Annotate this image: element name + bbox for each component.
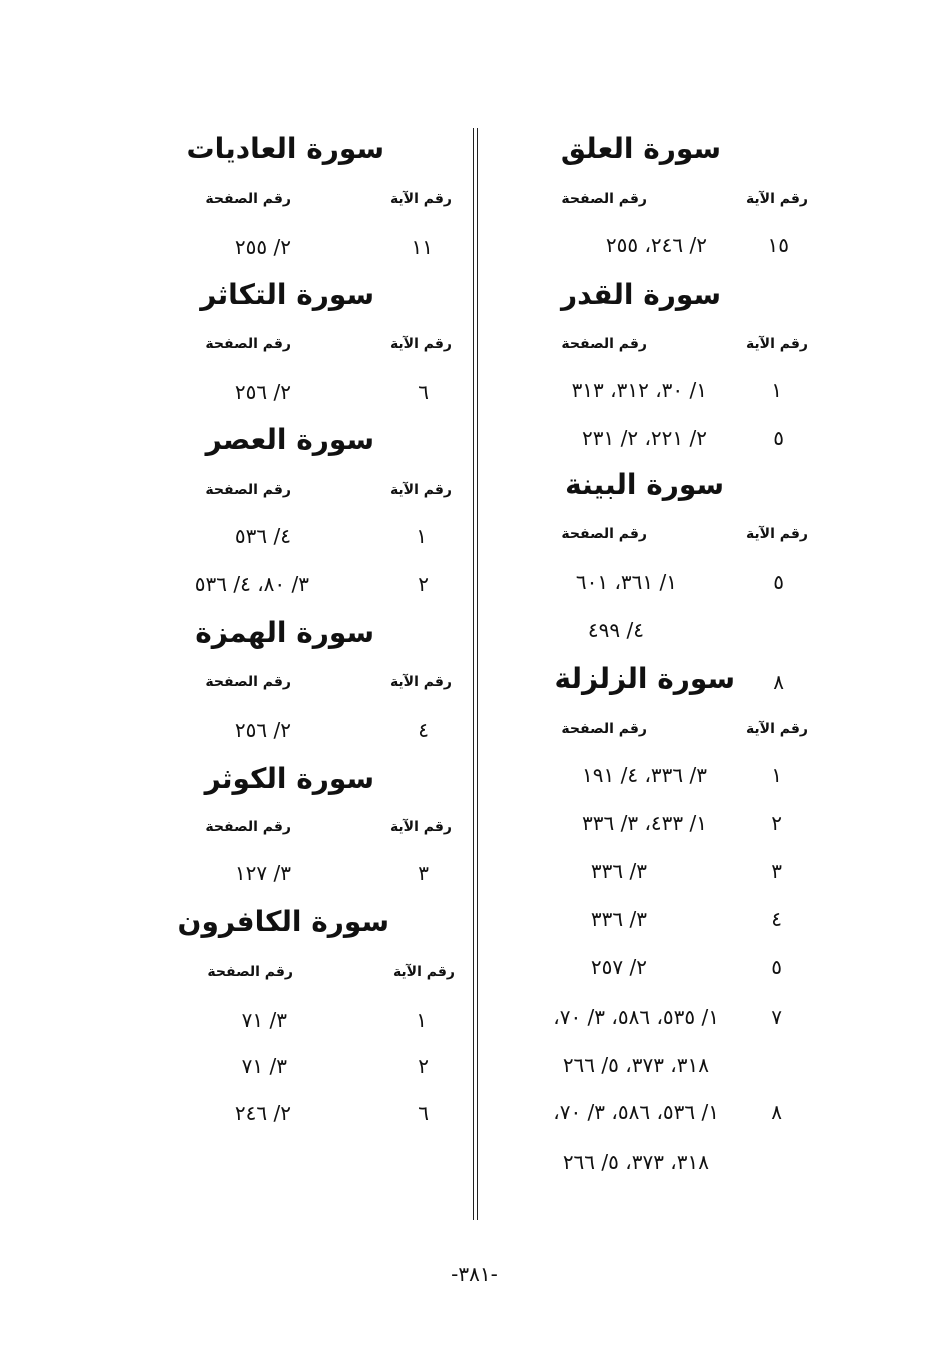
ayah-number: ٥ — [771, 955, 782, 979]
surah-title-qadr: سورة القدر — [560, 278, 721, 311]
header-ayah: رقم الآية — [389, 191, 452, 207]
header-ayah: رقم الآية — [389, 482, 452, 498]
header-page: رقم الصفحة — [205, 674, 291, 690]
page-refs: ٢/ ٢٥٧ — [590, 955, 647, 979]
header-ayah: رقم الآية — [389, 674, 452, 690]
page-refs: ٣١٨، ٣٧٣، ٥/ ٢٦٦ — [562, 1150, 709, 1174]
page-refs: ٢/ ٢٥٦ — [234, 718, 291, 742]
page-refs: ٣١٨، ٣٧٣، ٥/ ٢٦٦ — [562, 1053, 709, 1077]
header-page: رقم الصفحة — [561, 336, 647, 352]
page-refs: ٤/ ٥٣٦ — [234, 524, 291, 548]
ayah-number: ٧ — [771, 1005, 782, 1029]
header-ayah: رقم الآية — [745, 526, 808, 542]
page-refs: ٢/ ٢٥٥ — [234, 235, 291, 259]
ayah-number: ٣ — [418, 861, 429, 885]
header-ayah: رقم الآية — [392, 964, 455, 980]
page-refs: ٢/ ٢٤٦، ٢٥٥ — [605, 233, 707, 257]
ayah-number: ١ — [771, 763, 782, 787]
header-page: رقم الصفحة — [561, 526, 647, 542]
ayah-number: ١ — [416, 524, 427, 548]
column-divider — [473, 128, 478, 1220]
ayah-number: ٢ — [418, 1054, 429, 1078]
ayah-number: ١٥ — [767, 233, 789, 257]
ayah-number: ٨ — [771, 1100, 782, 1124]
page-refs: ٤/ ٤٩٩ — [587, 618, 644, 642]
ayah-number: ٥ — [773, 426, 784, 450]
header-page: رقم الصفحة — [561, 721, 647, 737]
page-refs: ١/ ٥٣٥، ٥٨٦، ٣/ ٧٠، — [553, 1005, 719, 1029]
header-page: رقم الصفحة — [207, 964, 293, 980]
header-ayah: رقم الآية — [389, 819, 452, 835]
page-refs: ١/ ٥٣٦، ٥٨٦، ٣/ ٧٠، — [553, 1100, 719, 1124]
header-page: رقم الصفحة — [205, 336, 291, 352]
header-page: رقم الصفحة — [561, 191, 647, 207]
page-refs: ١/ ٣٠، ٣١٢، ٣١٣ — [571, 378, 707, 402]
page-refs: ٢/ ٢٤٦ — [234, 1101, 291, 1125]
header-ayah: رقم الآية — [745, 191, 808, 207]
ayah-number: ٤ — [771, 907, 782, 931]
surah-title-asr: سورة العصر — [205, 423, 374, 456]
surah-number: ٨ — [773, 670, 784, 694]
page-refs: ١/ ٣٦١، ٦٠١ — [575, 570, 677, 594]
surah-title-zalzala: سورة الزلزلة — [554, 662, 735, 695]
header-page: رقم الصفحة — [205, 482, 291, 498]
page-refs: ١/ ٤٣٣، ٣/ ٣٣٦ — [582, 811, 707, 835]
surah-title-adiyat: سورة العاديات — [186, 132, 384, 165]
ayah-number: ٢ — [771, 811, 782, 835]
ayah-number: ٦ — [418, 1101, 429, 1125]
ayah-number: ٥ — [773, 570, 784, 594]
page-refs: ٣/ ٧١ — [241, 1008, 287, 1032]
ayah-number: ١ — [416, 1008, 427, 1032]
ayah-number: ٣ — [771, 859, 782, 883]
header-ayah: رقم الآية — [389, 336, 452, 352]
page-refs: ٢/ ٢٥٦ — [234, 380, 291, 404]
ayah-number: ١١ — [411, 235, 433, 259]
page-refs: ٢/ ٢٢١، ٢/ ٢٣١ — [582, 426, 707, 450]
page-refs: ٣/ ٧١ — [241, 1054, 287, 1078]
surah-title-takathur: سورة التكاثر — [200, 278, 374, 311]
surah-title-alaq: سورة العلق — [560, 132, 721, 165]
surah-title-humaza: سورة الهمزة — [195, 616, 374, 649]
page-refs: ٣/ ١٢٧ — [234, 861, 291, 885]
ayah-number: ٦ — [418, 380, 429, 404]
ayah-number: ٢ — [418, 572, 429, 596]
ayah-number: ١ — [771, 378, 782, 402]
header-ayah: رقم الآية — [745, 721, 808, 737]
ayah-number: ٤ — [418, 718, 429, 742]
surah-title-bayyina: سورة البينة — [565, 468, 724, 501]
page-refs: ٣/ ٣٣٦، ٤/ ١٩١ — [582, 763, 707, 787]
page-number: -٣٨١- — [451, 1262, 498, 1286]
page-refs: ٣/ ٨٠، ٤/ ٥٣٦ — [194, 572, 309, 596]
header-page: رقم الصفحة — [205, 191, 291, 207]
page-refs: ٣/ ٣٣٦ — [590, 859, 647, 883]
page-refs: ٣/ ٣٣٦ — [590, 907, 647, 931]
header-ayah: رقم الآية — [745, 336, 808, 352]
surah-title-kafirun: سورة الكافرون — [177, 905, 389, 938]
header-page: رقم الصفحة — [205, 819, 291, 835]
surah-title-kawthar: سورة الكوثر — [204, 762, 374, 795]
